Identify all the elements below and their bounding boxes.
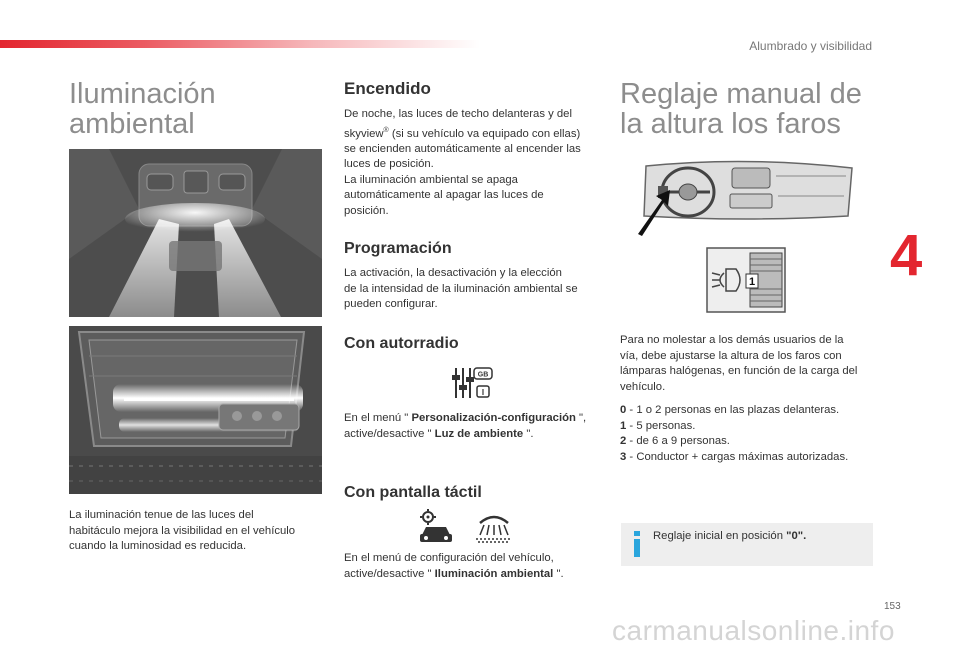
heading-con-autorradio: Con autorradio	[344, 335, 459, 352]
heading-con-pantalla-tactil: Con pantalla táctil	[344, 484, 482, 501]
page-number: 153	[884, 601, 901, 612]
encendido-text: De noche, las luces de techo delanteras y del skyview® (si su vehículo va equipado con ellas) se encienden automáticamente al encender las luces de posición. La iluminación ambiental se apaga automáticamente al apagar las luces de posición.	[344, 108, 581, 217]
headlamp-height-dial[interactable]	[706, 247, 786, 313]
skyview-ambient-light-photo	[69, 326, 322, 494]
site-watermark: carmanualsonline.info	[612, 615, 895, 646]
list-item: 2 - de 6 a 9 personas.	[620, 435, 730, 447]
programacion-text: La activación, la desactivación y la elección de la intensidad de la iluminación ambiental se pueden configurar.	[344, 267, 578, 310]
headlamp-positions-list	[620, 403, 848, 465]
info-note-box	[621, 523, 873, 566]
vehicle-settings-icon	[418, 509, 458, 545]
dial-current-value: 1	[748, 276, 756, 288]
list-item: 3 - Conductor + cargas máximas autorizadas.	[620, 450, 849, 463]
page-title-headlamp-adjustment: Reglaje manual de la altura los faros	[620, 78, 862, 140]
heading-programacion: Programación	[344, 240, 452, 257]
info-icon	[631, 531, 643, 557]
dashboard-illustration	[636, 156, 856, 238]
section-header-title: Alumbrado y visibilidad	[749, 39, 872, 53]
ambient-lighting-caption: La iluminación tenue de las luces del habitáculo mejora la visibilidad en el vehículo cuando la luminosidad es reducida.	[69, 509, 296, 552]
autorradio-text: En el menú " Personalización-configuración ", active/desactive " Luz de ambiente ".	[344, 412, 587, 440]
list-item: 1 - 5 personas.	[620, 419, 696, 432]
heading-encendido: Encendido	[344, 79, 431, 98]
list-item: 0 - 1 o 2 personas en las plazas delanteras.	[620, 404, 840, 416]
pantalla-tactil-text: En el menú de configuración del vehículo, active/desactive " Iluminación ambiental ".	[344, 552, 564, 580]
info-note-text: Reglaje inicial en posición "0".	[653, 530, 807, 542]
radio-icon-info-label: I	[481, 388, 485, 397]
radio-icon-language-label: GB	[477, 371, 489, 379]
chapter-number: 4	[890, 223, 923, 288]
ambient-light-icon	[474, 509, 514, 545]
radio-settings-icon	[450, 365, 494, 401]
page-title-ambient-lighting: Iluminación ambiental	[69, 78, 216, 140]
front-ceiling-light-photo	[69, 149, 322, 317]
headlamp-intro-text: Para no molestar a los demás usuarios de la vía, debe ajustarse la altura de los faros con lámparas halógenas, en función de la carga del vehículo.	[620, 334, 858, 393]
header-accent-bar	[0, 40, 480, 48]
